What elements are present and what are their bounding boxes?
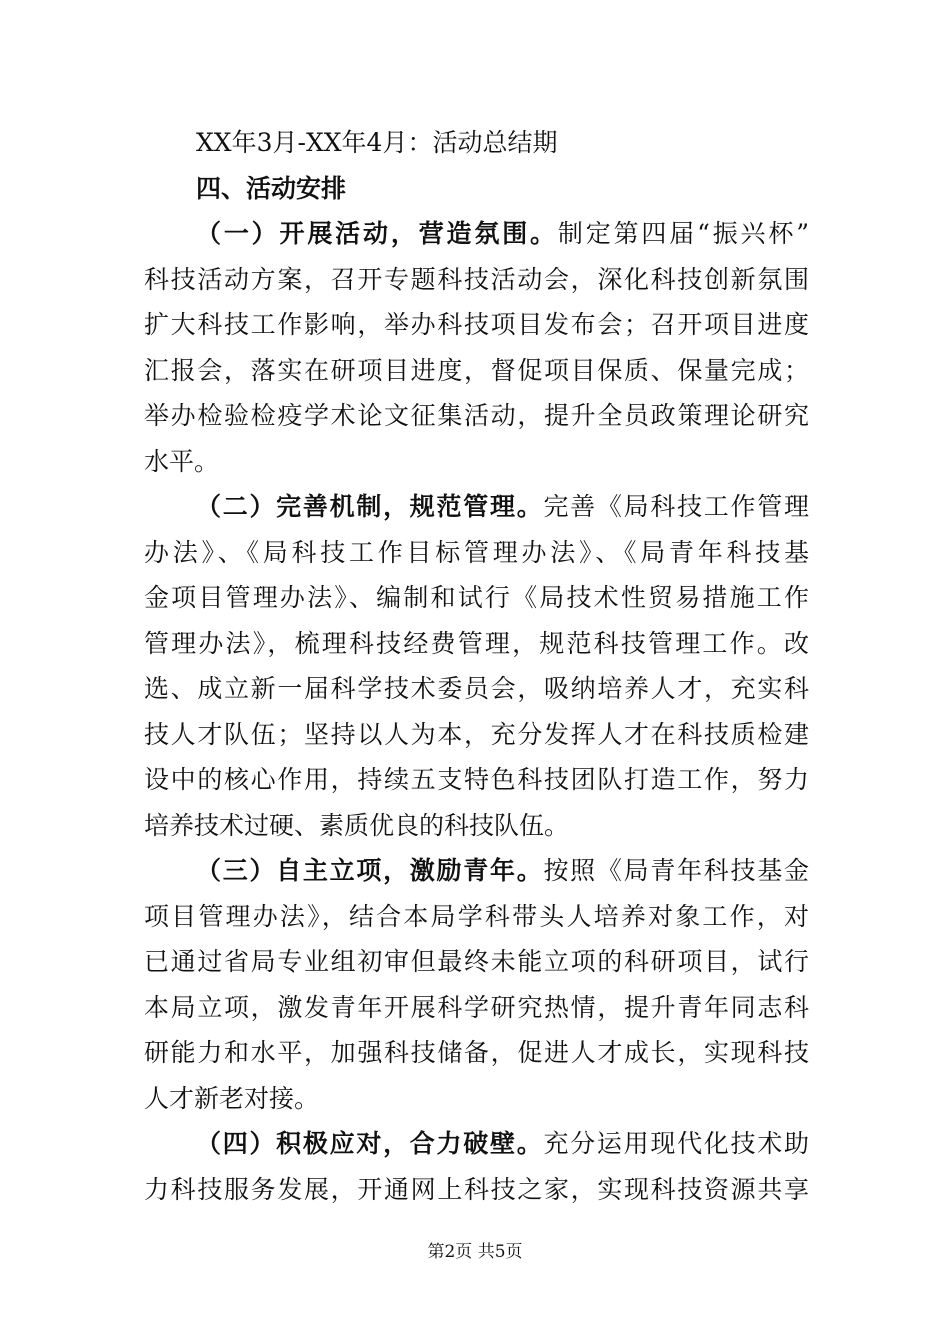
text: 完善《局科技工作管理 [543, 492, 809, 521]
text: 扩大科技工作影响，举办科技项目发布会；召开项目进度 [144, 310, 809, 339]
paragraph-4-line-1 [144, 1121, 809, 1167]
text: 研能力和水平，加强科技储备，促进人才成长，实现科技 [144, 1038, 809, 1067]
paragraph-2-line-8 [144, 803, 809, 849]
text: 培养技术过硬、素质优良的科技队伍。 [144, 810, 570, 840]
paragraph-3-line-4 [144, 985, 809, 1031]
text: 水平。 [144, 446, 220, 476]
paragraph-3-line-5 [144, 1030, 809, 1076]
text: 选、成立新一届科学技术委员会，吸纳培养人才，充实科 [144, 674, 809, 703]
paragraph-1-line-2 [144, 257, 809, 303]
paragraph-2-line-6 [144, 712, 809, 758]
text: 项目管理办法》，结合本局学科带头人培养对象工作，对 [144, 901, 809, 931]
text: 科技活动方案，召开专题科技活动会，深化科技创新氛围 [144, 264, 809, 294]
text: 四、活动安排 [196, 173, 347, 203]
paragraph-1-line-3 [144, 302, 809, 348]
text: 已通过省局专业组初审但最终未能立项的科研项目，试行 [144, 947, 809, 976]
document-body [144, 120, 809, 1212]
paragraph-3-line-3 [144, 939, 809, 985]
paragraph-2-line-4 [144, 621, 809, 667]
paragraph-2-line-2 [144, 530, 809, 576]
text: XX年3月-XX年4月：活动总结期 [196, 128, 558, 157]
text: 充分运用现代化技术助 [543, 1129, 809, 1158]
text: 办法》、《局科技工作目标管理办法》、《局青年科技基 [144, 537, 809, 567]
paragraph-1-line-1 [144, 211, 809, 257]
page-number-footer: 第2页 共5页 [427, 1242, 523, 1262]
paragraph-1-line-4 [144, 348, 809, 394]
paragraph-2-line-5 [144, 666, 809, 712]
text: 管理办法》，梳理科技经费管理，规范科技管理工作。改 [144, 628, 809, 658]
text: 人才新老对接。 [144, 1083, 320, 1113]
text: 技人才队伍；坚持以人为本，充分发挥人才在科技质检建 [144, 719, 809, 749]
paragraph-2-line-7 [144, 757, 809, 803]
paragraph-2-line-1 [144, 484, 809, 530]
schedule-line [144, 120, 809, 166]
text: 金项目管理办法》、编制和试行《局技术性贸易措施工作 [144, 583, 809, 612]
paragraph-1-line-6 [144, 439, 809, 485]
paragraph-3-line-2 [144, 894, 809, 940]
paragraph-4-line-2 [144, 1167, 809, 1213]
text: 制定第四届“振兴杯” [557, 219, 809, 248]
text: 举办检验检疫学术论文征集活动，提升全员政策理论研究 [144, 401, 809, 430]
paragraph-1-heading: （一）开展活动，营造氛围。 [196, 219, 558, 248]
text: 汇报会，落实在研项目进度，督促项目保质、保量完成； [144, 355, 809, 385]
paragraph-3-line-6 [144, 1076, 809, 1122]
text: 按照《局青年科技基金 [543, 856, 809, 885]
text: 本局立项，激发青年开展科学研究热情，提升青年同志科 [144, 992, 809, 1022]
paragraph-2-line-3 [144, 575, 809, 621]
paragraph-3-line-1 [144, 848, 809, 894]
paragraph-4-heading: （四）积极应对，合力破壁。 [196, 1129, 544, 1158]
text: 力科技服务发展，开通网上科技之家，实现科技资源共享 [144, 1174, 809, 1204]
paragraph-3-heading: （三）自主立项，激励青年。 [196, 856, 544, 885]
paragraph-1-line-5 [144, 393, 809, 439]
paragraph-2-heading: （二）完善机制，规范管理。 [196, 492, 544, 521]
text: 设中的核心作用，持续五支特色科技团队打造工作，努力 [144, 765, 809, 794]
section-heading [144, 166, 809, 212]
